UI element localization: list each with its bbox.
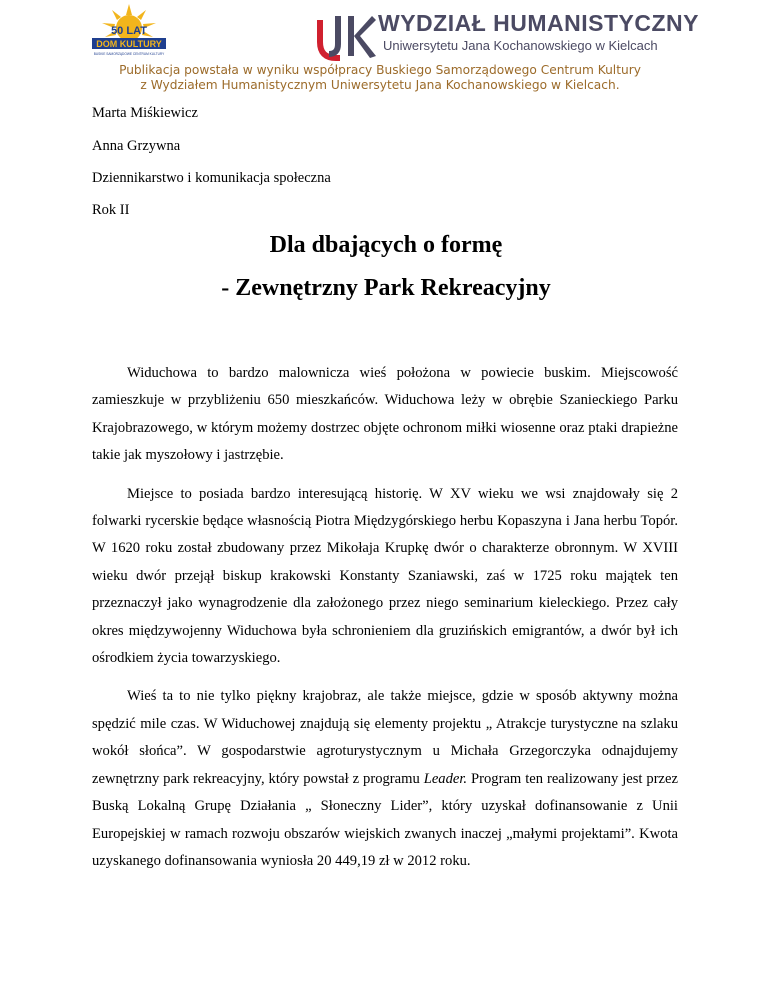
publication-note-line2: z Wydziałem Humanistycznym Uniwersytetu Jana Kochanowskiego w Kielcach. [140,78,620,92]
article-title-line1: Dla dbających o formę [269,232,503,258]
paragraph-3-text-b: Program ten realizowany jest przez Buską Lokalną Grupę Działania „ Słoneczny Lider”, który uzyskał dofinansowanie z Unii Europejskiej w ramach rozwoju obszarów wiejskich zwanych inaczej „małymi projektami”. Kwota uzyskanego dofinansowania wyniosła 20 449,19 zł w 2012 roku. [92,770,678,869]
paragraph-3-text-a: Wieś ta to nie tylko piękny krajobraz, ale także miejsce, gdzie w sposób aktywny można spędzić mile czas. W Widuchowej znajdują się elementy projektu „ Atrakcje turystyczne na szlaku wokół słońca”. W gospodarstwie agroturystycznym u Michała Grzegorczyka odnajdujemy zewnętrzny park rekreacyjny, który powstał z programu [92,688,678,787]
leader-program-name: Leader. [423,770,468,787]
article-title-line2: - Zewnętrzny Park Rekreacyjny [221,275,551,301]
faculty-title: WYDZIAŁ HUMANISTYCZNY [378,10,699,36]
ujk-logo-icon [312,14,376,62]
author-1: Marta Miśkiewicz [92,105,198,121]
dom-kultury-text: DOM KULTURY [96,39,162,49]
paragraph-2: Miejsce to posiada bardzo interesującą historię. W XV wieku we wsi znajdowały się 2 folwarki rycerskie będące własnością Piotra Międzygórskiego herbu Kopaszyna i Jana herbu Topór. W 1620 roku został zbudowany przez Mikołaja Krupkę dwór o charakterze obronnym. W XVIII wieku dwór przejął biskup krakowski Konstanty Szaniawski, zaś w 1725 roku majątek ten przeznaczył jako wynagrodzenie dla założonego przez niego seminarium kieleckiego. Przez cały okres międzywojenny Widuchowa była schronieniem dla gruzińskich emigrantów, a dwór był ich ośrodkiem życia towarzyskiego. [92,485,678,667]
study-year: Rok II [92,202,130,218]
paragraph-3 [92,683,678,875]
publication-note-line1: Publikacja powstała w wyniku współpracy Buskiego Samorządowego Centrum Kultury [119,63,641,77]
university-subtitle: Uniwersytetu Jana Kochanowskiego w Kielcach [383,38,658,53]
article-body [92,360,678,886]
dom-kultury-logo [88,4,170,58]
anniversary-text: 50 LAT [111,25,147,37]
bsck-text: BUSKIE SAMORZĄDOWE CENTRUM KULTURY [93,52,165,56]
paragraph-1: Widuchowa to bardzo malownicza wieś położona w powiecie buskim. Miejscowość zamieszkuje w przybliżeniu 650 mieszkańców. Widuchowa leży w obrębie Szanieckiego Parku Krajobrazowego, w którym możemy dostrzec objęte ochronom miłki wiosenne oraz ptaki drapieżne takie jak myszołowy i jastrzębie. [92,365,678,464]
field-of-study: Dziennikarstwo i komunikacja społeczna [92,170,331,186]
author-2: Anna Grzywna [92,138,181,154]
publication-note [80,63,680,93]
